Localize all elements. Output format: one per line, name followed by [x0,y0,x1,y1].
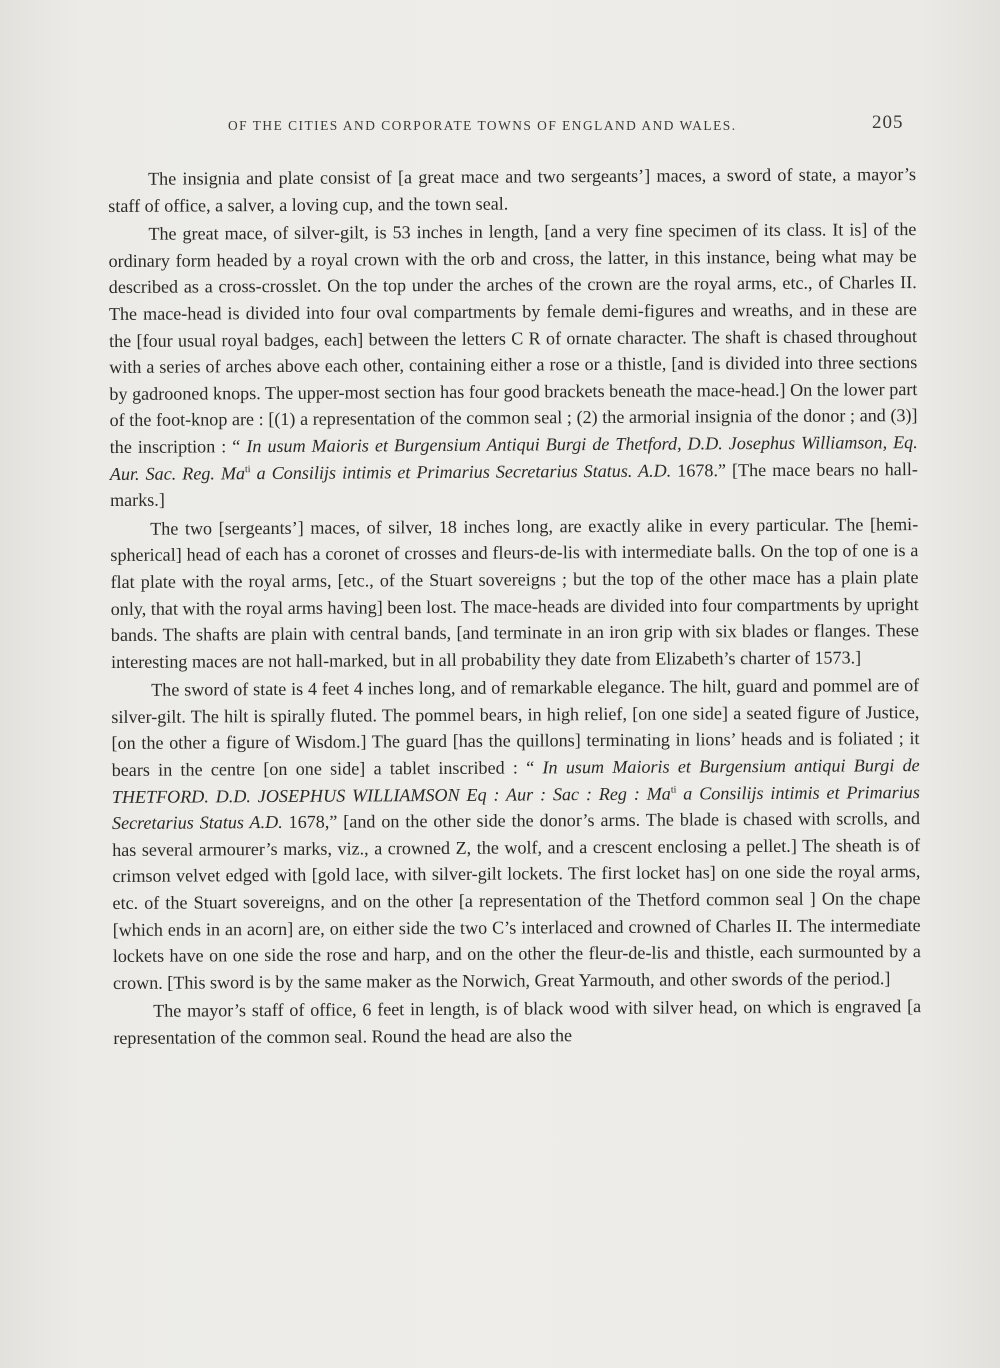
superscript: ti [670,784,677,796]
superscript: ti [244,463,251,475]
page-number: 205 [872,112,904,133]
running-head: OF THE CITIES AND CORPORATE TOWNS OF ENGLAND AND WALES. [228,118,737,133]
latin-inscription-cont: a Consilijs intimis et Primarius Secretarius Status. A.D. [250,460,672,483]
body-text [108,161,921,1052]
latin-inscription-cont: a Consilijs intimis et Primarius Secretarius Status A.D. [111,781,920,834]
paragraph-sword-of-state: The sword of state is 4 feet 4 inches long, and of remarkable elegance. The hilt, guard and pommel are of silver-gilt. The hilt is spirally fluted. The pommel bears, in high relief, [on one side] a seated figure of Justice, [on the other a figure of Wisdom.] The guard [has the quillons] terminating in lions’ heads and is foliated ; it bears in the centre [on one side] a tablet inscribed : “ In usum Maioris et Burgensium antiqui Burgi de THETFORD. D.D. JOSEPHUS WILLIAMSON Eq : Aur : Sac : Reg : $Ma^{ti}$ a Consilijs intimis et Primarius Secretarius Status A.D. 1678,” [and on the other side the donor’s arms. The blade is chased with scrolls, and has several armourer’s marks, viz., a crowned Z, the wolf, and a crescent enclosing a pellet.] The sheath is of crimson velvet edged with [gold lace, with silver-gilt lockets. The first locket has] on one side the royal arms, etc. of the Stuart sovereigns, and on the other [a representation of the Thetford common seal ] On the chape [which ends in an acorn] are, on either side the two C’s interlaced and crowned of Charles II. The intermediate lockets have on one side the rose and harp, and on the other the fleur-de-lis and thistle, each surmounted by a crown. [This sword is by the same maker as the Norwich, Great Yarmouth, and other swords of the period.] [111,675,921,993]
paragraph-great-mace: The great mace, of silver-gilt, is 53 inches in length, [and a very fine specimen of its class. It is] of the ordinary form headed by a royal crown with the orb and cross, the latter, in this instance, being what may be described as a cross-crosslet. On the top under the arches of the crown are the royal arms, etc., of Charles II. The mace-head is divided into four oval compartments by female demi-figures and wreaths, and in these are the [four usual royal badges, each] between the letters C R of ornate character. The shaft is chased throughout with a series of arches above each other, containing either a rose or a thistle, [and is divided into three sections by gadrooned knops. The upper-most section has four good brackets beneath the mace-head.] On the lower part of the foot-knop are : [(1) a representation of the common seal ; (2) the armorial insignia of the donor ; and (3)] the inscription : “ In usum Maioris et Burgensium Antiqui Burgi de Thetford, D.D. Josephus Williamson, Eq. Aur. Sac. Reg. $Ma^{ti}$ a Consilijs intimis et Primarius Secretarius Status. A.D. 1678.” [The mace bears no hall-marks.] [108,219,918,511]
paragraph-mayors-staff: The mayor’s staff of office, 6 feet in length, is of black wood with silver head, on which is engraved [a representation of the common seal. Round the head are also the [113,996,922,1048]
latin-inscription: In usum Maioris et Burgensium Antiqui Burgi de Thetford, D.D. Josephus Williamson, Eq. Aur. Sac. Reg. Ma [109,431,918,484]
paragraph-insignia: The insignia and plate consist of [a great mace and two sergeants’] maces, a sword of state, a mayor’s staff of office, a salver, a loving cup, and the town seal. [108,164,917,216]
latin-inscription: In usum Maioris et Burgensium antiqui Burgi de THETFORD. D.D. JOSEPHUS WILLIAMSON Eq : Aur : Sac : Reg : Ma [111,755,920,807]
paragraph-sergeants-maces: The two [sergeants’] maces, of silver, 18 inches long, are exactly alike in every particular. The [hemi-spherical] head of each has a coronet of crosses and fleurs-de-lis with intermediate balls. On the top of one is a flat plate with the royal arms, [etc., of the Stuart sovereigns ; but the top of the other mace has a plain plate only, that with the royal arms having] been lost. The mace-heads are divided into four compartments by upright bands. The shafts are plain with central bands, [and terminate in an iron grip with six blades or flanges. These interesting maces are not hall-marked, but in all probability they date from Elizabeth’s charter of 1573.] [110,513,919,672]
